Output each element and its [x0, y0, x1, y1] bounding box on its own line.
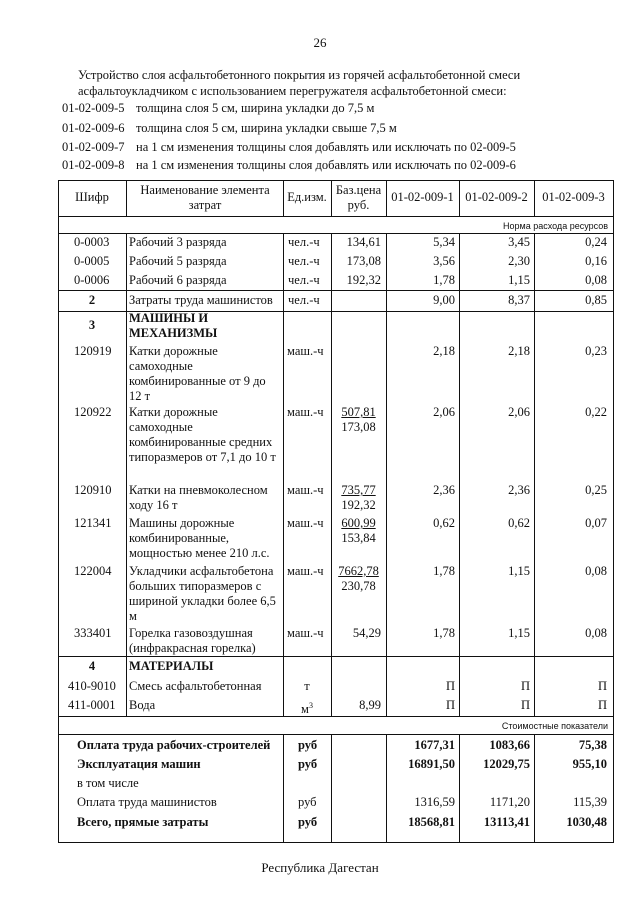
summary-col-1: 16891,50 [408, 757, 455, 771]
row-col-3: 0,22 [585, 405, 607, 419]
table-rule [283, 734, 284, 842]
row-unit: маш.-ч [287, 564, 324, 578]
row-name: Вода [129, 698, 156, 712]
row-name: Горелка газовоздушная (инфракрасная горелка) [129, 626, 256, 655]
summary-unit: руб [298, 815, 318, 829]
row-col-3: 0,85 [585, 293, 607, 307]
row-unit: маш.-ч [287, 626, 324, 640]
row-col-1: 9,00 [433, 293, 455, 307]
header-unit: Ед.изм. [287, 190, 327, 204]
code-line [62, 158, 516, 173]
unit-text: м [301, 702, 309, 717]
row-price-labor: 153,84 [341, 531, 376, 545]
row-price-labor: 192,32 [341, 498, 376, 512]
row-code: 122004 [74, 564, 112, 578]
row-col-3: 0,25 [585, 483, 607, 497]
row-price: 173,08 [346, 254, 381, 268]
row-name: Рабочий 6 разряда [129, 273, 227, 287]
row-col-2: 2,06 [508, 405, 530, 419]
code-line [62, 140, 516, 155]
table-rule [58, 842, 614, 843]
summary-col-2: 12029,75 [483, 757, 530, 771]
code-description: толщина слоя 5 см, ширина укладки до 7,5 м [136, 101, 375, 115]
footer-region: Республика Дагестан [261, 860, 379, 875]
row-col-1: 5,34 [433, 235, 455, 249]
summary-col-2: 1171,20 [489, 795, 530, 809]
unit-superscript: 3 [308, 701, 313, 710]
row-unit: чел.-ч [288, 293, 320, 307]
code: 01-02-009-5 [62, 101, 125, 115]
table-rule [126, 233, 127, 716]
code-description: на 1 см изменения толщины слоя добавлять или исключать по 02-009-6 [136, 158, 516, 172]
row-col-3: 0,08 [585, 564, 607, 578]
section-title: МАШИНЫ И МЕХАНИЗМЫ [129, 311, 218, 340]
summary-col-3: 955,10 [572, 757, 607, 771]
table-rule [58, 290, 614, 291]
row-code: 121341 [74, 516, 112, 530]
row-col-3: 0,23 [585, 344, 607, 358]
page-number: 26 [313, 35, 327, 50]
summary-name: Эксплуатация машин [77, 757, 201, 771]
row-code: 333401 [74, 626, 112, 640]
row-code: 411-0001 [68, 698, 116, 712]
row-name: Смесь асфальтобетонная [129, 679, 262, 693]
code: 01-02-009-7 [62, 140, 125, 154]
row-price-total: 600,99 [341, 516, 376, 530]
intro-line-1: Устройство слоя асфальтобетонного покрытия из горячей асфальтобетонной смеси [78, 68, 521, 82]
row-price-labor: 173,08 [341, 420, 376, 434]
row-name: Машины дорожные комбинированные, мощностью менее 210 л.с. [129, 516, 270, 560]
row-code: 2 [88, 293, 96, 307]
row-col-3: 0,08 [585, 273, 607, 287]
table-rule [58, 734, 614, 735]
row-name: Катки дорожные самоходные комбинированные средних типоразмеров от 7,1 до 10 т [129, 405, 276, 464]
row-col-2: 1,15 [508, 273, 530, 287]
summary-col-3: 75,38 [578, 738, 607, 752]
row-code: 0-0005 [74, 254, 110, 268]
summary-name: в том числе [77, 776, 139, 790]
row-col-1: 2,18 [433, 344, 455, 358]
row-unit: маш.-ч [287, 516, 324, 530]
row-col-1: 1,78 [433, 564, 455, 578]
header-col-3: 01-02-009-3 [542, 190, 605, 204]
table-rule [331, 233, 332, 716]
row-code: 410-9010 [68, 679, 116, 693]
row-unit [283, 698, 331, 717]
table-rule [58, 180, 614, 181]
row-price-total: 7662,78 [338, 564, 379, 578]
table-rule [283, 233, 284, 716]
summary-col-3: 1030,48 [566, 815, 607, 829]
row-code: 0-0003 [74, 235, 110, 249]
row-col-2: 1,15 [508, 564, 530, 578]
row-col-2: 8,37 [508, 293, 530, 307]
section-code: 4 [88, 659, 96, 673]
row-col-1: 1,78 [433, 273, 455, 287]
row-unit: чел.-ч [288, 254, 320, 268]
row-col-2: П [520, 698, 530, 712]
table-rule [126, 180, 127, 217]
row-name: Катки на пневмоколесном ходу 16 т [129, 483, 268, 512]
intro-line-2: асфальтоукладчиком с использованием перегружателя асфальтобетонной смеси: [78, 84, 507, 98]
row-name: Катки дорожные самоходные комбинированные от 9 до 12 т [129, 344, 266, 403]
table-rule [331, 734, 332, 842]
norm-label: Норма расхода ресурсов [503, 221, 608, 231]
header-code: Шифр [75, 190, 109, 204]
header-col-1: 01-02-009-1 [391, 190, 454, 204]
row-unit: маш.-ч [287, 483, 324, 497]
row-col-3: 0,24 [585, 235, 607, 249]
row-code: 0-0006 [74, 273, 110, 287]
row-unit: маш.-ч [287, 405, 324, 419]
row-unit: т [304, 679, 310, 693]
table-rule [58, 180, 59, 842]
summary-col-3: 115,39 [573, 795, 607, 809]
header-price: Баз.цена руб. [335, 183, 382, 212]
table-rule [58, 216, 614, 217]
code: 01-02-009-6 [62, 121, 125, 135]
summary-unit: руб [298, 738, 318, 752]
header-col-2: 01-02-009-2 [465, 190, 528, 204]
row-code: 120919 [74, 344, 112, 358]
summary-unit: руб [298, 795, 317, 809]
header-name: Наименование элемента затрат [140, 183, 270, 212]
code-line [62, 101, 374, 116]
row-price: 134,61 [346, 235, 381, 249]
cost-label: Стоимостные показатели [501, 721, 608, 731]
row-name: Укладчики асфальтобетона больших типоразмеров с шириной укладки более 6,5 м [129, 564, 276, 623]
row-col-2: 0,62 [508, 516, 530, 530]
row-col-3: 0,07 [585, 516, 607, 530]
summary-name: Оплата труда машинистов [77, 795, 217, 809]
summary-col-1: 1316,59 [414, 795, 455, 809]
code: 01-02-009-8 [62, 158, 125, 172]
row-col-1: 3,56 [433, 254, 455, 268]
table-rule [58, 656, 614, 657]
row-col-2: 2,30 [508, 254, 530, 268]
summary-col-2: 13113,41 [483, 815, 530, 829]
row-name: Рабочий 3 разряда [129, 235, 227, 249]
row-col-2: 3,45 [508, 235, 530, 249]
row-col-2: 1,15 [508, 626, 530, 640]
row-name: Затраты труда машинистов [129, 293, 273, 307]
row-col-1: 2,36 [433, 483, 455, 497]
summary-col-1: 1677,31 [414, 738, 455, 752]
row-price: 192,32 [346, 273, 381, 287]
row-price-labor: 230,78 [341, 579, 376, 593]
summary-unit: руб [298, 757, 318, 771]
summary-col-1: 18568,81 [408, 815, 455, 829]
section-code: 3 [88, 318, 96, 332]
row-code: 120922 [74, 405, 112, 419]
row-col-1: 0,62 [433, 516, 455, 530]
row-unit: маш.-ч [287, 344, 324, 358]
table-rule [58, 716, 614, 717]
row-unit: чел.-ч [288, 273, 320, 287]
row-price: 54,29 [352, 626, 381, 640]
row-code: 120910 [74, 483, 112, 497]
code-line [62, 121, 397, 136]
code-description: толщина слоя 5 см, ширина укладки свыше 7,5 м [136, 121, 397, 135]
row-col-1: П [445, 698, 455, 712]
row-col-3: 0,16 [585, 254, 607, 268]
row-price-total: 735,77 [341, 483, 376, 497]
row-price-total: 507,81 [341, 405, 376, 419]
row-col-2: 2,18 [508, 344, 530, 358]
row-col-1: 1,78 [433, 626, 455, 640]
section-title: МАТЕРИАЛЫ [129, 659, 214, 673]
code-description: на 1 см изменения толщины слоя добавлять или исключать по 02-009-5 [136, 140, 516, 154]
row-unit: чел.-ч [288, 235, 320, 249]
row-col-1: П [445, 679, 455, 693]
row-col-2: П [520, 679, 530, 693]
row-col-3: П [597, 698, 607, 712]
row-col-1: 2,06 [433, 405, 455, 419]
row-col-3: П [597, 679, 607, 693]
summary-col-2: 1083,66 [489, 738, 530, 752]
summary-name: Оплата труда рабочих-строителей [77, 738, 271, 752]
row-col-2: 2,36 [508, 483, 530, 497]
row-price: 8,99 [359, 698, 381, 712]
summary-name: Всего, прямые затраты [77, 815, 209, 829]
row-col-3: 0,08 [585, 626, 607, 640]
row-name: Рабочий 5 разряда [129, 254, 227, 268]
table-rule [613, 180, 614, 842]
